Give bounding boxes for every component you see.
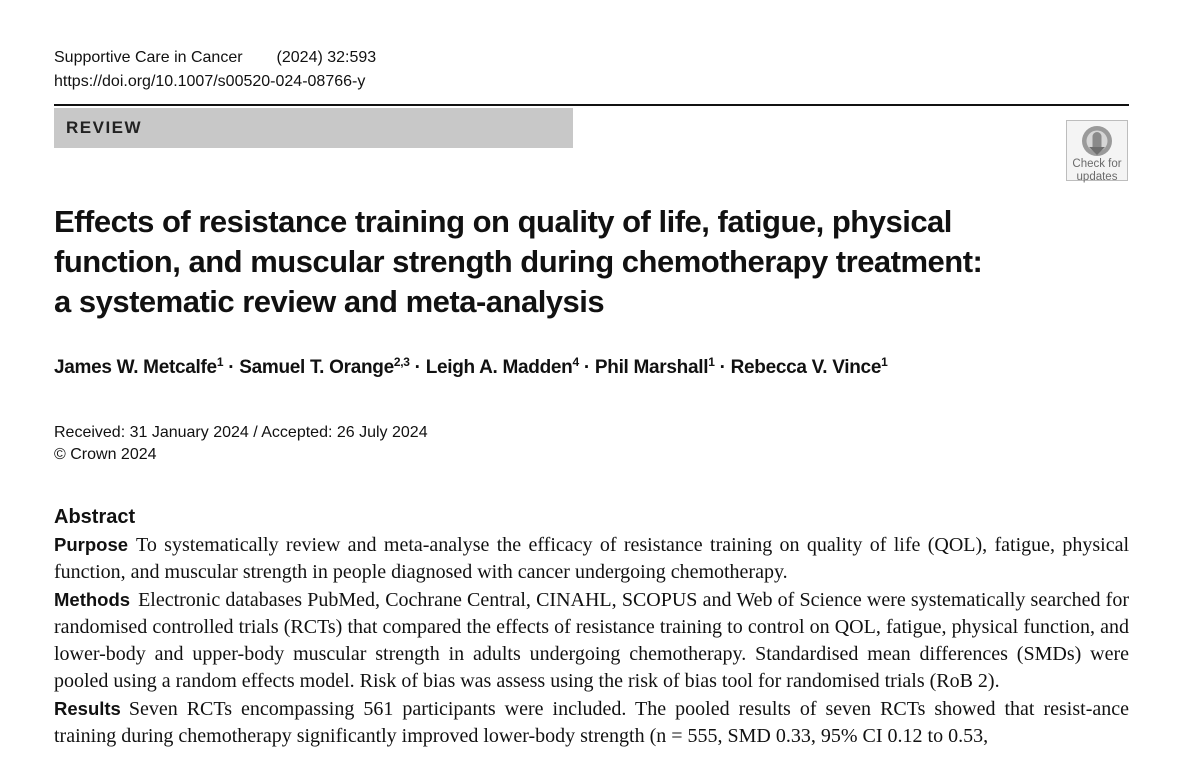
methods-text: Electronic databases PubMed, Cochrane Central, CINAHL, SCOPUS and Web of Science were systematically searched for randomised controlled trials (RCTs) that compared the effects of resistance training to control on QOL, fatigue, physical function, and lower-body and upper-body muscular strength in adults undergoing chemotherapy. Standardised mean differences (SMDs) were pooled using a random effects model. Risk of bias was assess using the risk of bias tool for randomised trials (RoB 2). xyxy=(54,589,1129,692)
purpose-label: Purpose xyxy=(54,534,129,555)
author-affiliation: 4 xyxy=(572,355,579,369)
abstract-section xyxy=(54,504,1129,750)
abstract-results xyxy=(54,695,1129,750)
copyright-notice: © Crown 2024 xyxy=(54,446,157,463)
author-affiliation: 1 xyxy=(881,355,888,369)
journal-header xyxy=(54,46,376,94)
journal-name: Supportive Care in Cancer xyxy=(54,49,243,66)
purpose-text: To systematically review and meta-analyse the efficacy of resistance training on quality of life (QOL), fatigue, physical function, and muscular strength in people diagnosed with cancer undergoing chemotherapy. xyxy=(54,534,1129,583)
received-accepted-dates: Received: 31 January 2024 / Accepted: 26 July 2024 xyxy=(54,424,428,441)
author-name[interactable]: Leigh A. Madden xyxy=(425,357,573,378)
header-rule xyxy=(54,104,1129,106)
author-affiliation: 1 xyxy=(708,355,715,369)
author-separator: · xyxy=(414,357,421,378)
author-name[interactable]: Phil Marshall xyxy=(594,357,709,378)
author-list xyxy=(54,357,887,379)
section-label: REVIEW xyxy=(54,108,573,148)
check-for-updates-button[interactable] xyxy=(1066,120,1128,181)
abstract-purpose xyxy=(54,531,1129,586)
check-for-updates-label-1: Check for xyxy=(1072,158,1122,170)
author-name[interactable]: Rebecca V. Vince xyxy=(730,357,882,378)
article-title xyxy=(54,202,1134,322)
title-line: function, and muscular strength during chemotherapy treatment: xyxy=(54,244,983,279)
author-separator: · xyxy=(583,357,590,378)
abstract-heading: Abstract xyxy=(54,506,136,528)
check-for-updates-label-2: updates xyxy=(1076,170,1118,183)
results-label: Results xyxy=(54,698,121,719)
author-affiliation: 1 xyxy=(216,355,224,369)
journal-citation: (2024) 32:593 xyxy=(276,49,377,66)
author-separator: · xyxy=(719,357,726,378)
author-affiliation: 2,3 xyxy=(393,355,410,369)
title-line: a systematic review and meta-analysis xyxy=(54,284,605,319)
check-for-updates-icon xyxy=(1067,124,1127,158)
author-separator: · xyxy=(228,357,235,378)
article-dates xyxy=(54,422,428,466)
title-line: Effects of resistance training on quality of life, fatigue, physical xyxy=(54,204,952,239)
author-name[interactable]: Samuel T. Orange xyxy=(239,357,394,378)
abstract-methods xyxy=(54,586,1129,695)
author-name[interactable]: James W. Metcalfe xyxy=(54,357,217,378)
results-text: Seven RCTs encompassing 561 participants were included. The pooled results of seven RCTs showed that resist-ance training during chemotherapy significantly improved lower-body strength (n = 555, SMD 0.33, 95% CI 0.12 to 0.53, xyxy=(54,698,1129,747)
methods-label: Methods xyxy=(54,589,131,610)
doi-link[interactable]: https://doi.org/10.1007/s00520-024-08766-y xyxy=(54,73,366,90)
